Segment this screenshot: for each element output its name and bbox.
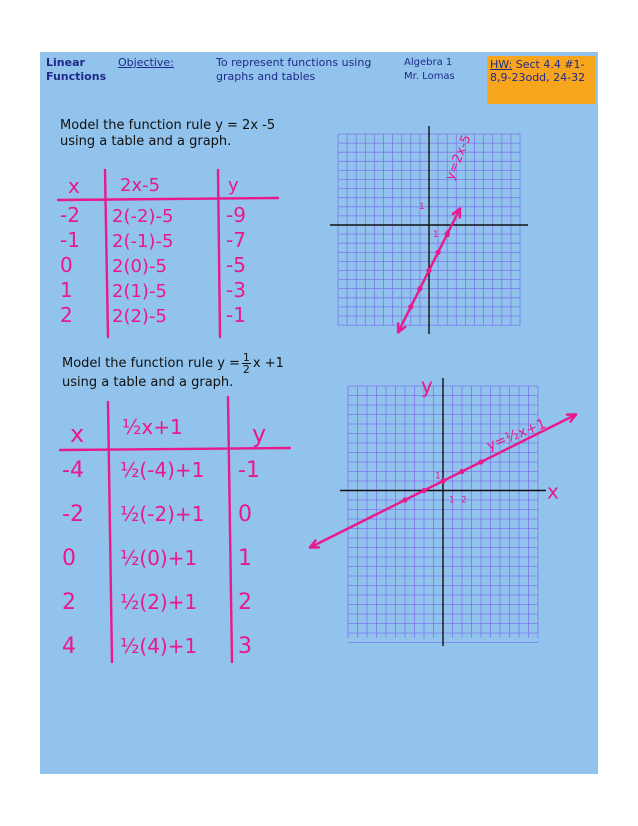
graph2-point-3 [459, 469, 464, 474]
problem2-prompt-pre: Model the function rule y = [62, 356, 240, 371]
table1-row-2-x: 0 [60, 253, 73, 277]
graph1-tick-x: 1 [433, 230, 439, 240]
table1-col-rule-1 [105, 170, 108, 337]
graph1-point-2 [426, 268, 431, 273]
graph2-line-label: y=½x+1 [484, 415, 549, 455]
table2-col-rule-1 [108, 402, 112, 662]
graph2-tick-x2: 2 [461, 495, 467, 506]
table1-row-4-y: -1 [226, 303, 246, 327]
table1-row-1-x: -1 [60, 228, 80, 252]
graph2 [310, 374, 576, 647]
table1-row-0-expr: 2(-2)-5 [112, 206, 174, 227]
objective-label: Objective: [118, 56, 174, 69]
table2-row-4-x: 4 [62, 634, 76, 659]
table2-header-rule [60, 448, 290, 450]
problem1-prompt-line1: Model the function rule y = 2x -5 [60, 118, 276, 133]
homework-text: Sect 4.4 #1-8,9-23odd, 24-32 [490, 58, 586, 84]
table1-header-rule [58, 198, 278, 200]
table1-header-expr: 2x-5 [120, 175, 161, 196]
graph2-axis-x-label: x [547, 479, 559, 504]
graph1-point-4 [408, 304, 413, 309]
fraction-numerator: 1 [242, 351, 250, 364]
table2-row-2-x: 0 [62, 546, 76, 571]
graph2-tick-y: 1 [435, 471, 441, 482]
table1-row-1-y: -7 [226, 228, 246, 252]
objective-text: To represent functions using graphs and tables [216, 56, 372, 83]
homework-label: HW: [490, 58, 513, 71]
table2-row-2-y: 1 [238, 546, 252, 571]
table1-row-4-expr: 2(2)-5 [112, 306, 167, 327]
table1-col-rule-2 [218, 170, 220, 337]
graph1 [330, 126, 528, 334]
handwriting-layer [40, 52, 598, 774]
graph2-axis-y-label: y [421, 373, 433, 398]
graph2-tick-x: 1 [449, 495, 455, 506]
table2-row-3-y: 2 [238, 590, 252, 615]
problem1-prompt-line2: using a table and a graph. [60, 134, 232, 149]
graph1-tick-y: 1 [419, 202, 425, 212]
worksheet-page [40, 52, 598, 774]
graph1-tick-x2: 2 [445, 230, 451, 240]
table2-row-1-y: 0 [238, 502, 252, 527]
graph2-point-2 [440, 478, 445, 483]
course-name: Algebra 1 [404, 57, 453, 68]
table2-header-x: x [70, 420, 85, 448]
table2-header-y: y [252, 420, 267, 448]
table2-row-1-expr: ½(-2)+1 [120, 502, 205, 526]
fraction-denominator: 2 [242, 363, 250, 376]
table1-row-0-y: -9 [226, 203, 246, 227]
table1-row-3-y: -3 [226, 278, 246, 302]
problem2-prompt-post: x +1 [252, 356, 284, 371]
topic-title: Linear Functions [46, 56, 107, 83]
table1-row-3-expr: 2(1)-5 [112, 281, 167, 302]
graph2-point-1 [421, 488, 426, 493]
table1-row-4-x: 2 [60, 303, 73, 327]
teacher-name: Mr. Lomas [404, 71, 455, 82]
table2-row-2-expr: ½(0)+1 [120, 546, 198, 570]
table2-row-0-expr: ½(-4)+1 [120, 458, 205, 482]
table1-header-x: x [68, 174, 80, 198]
problem2-prompt-line2: using a table and a graph. [62, 375, 234, 390]
graph1-line-label: y=2x-5 [442, 132, 475, 183]
table2-row-1-x: -2 [62, 502, 84, 527]
table2-row-3-x: 2 [62, 590, 76, 615]
table2-header-expr: ½x+1 [122, 415, 183, 439]
table2-row-3-expr: ½(2)+1 [120, 590, 198, 614]
table1-header-y: y [228, 175, 239, 196]
table1-row-3-x: 1 [60, 278, 73, 302]
table1-row-1-expr: 2(-1)-5 [112, 231, 174, 252]
graph2-point-0 [402, 497, 407, 502]
table1-row-2-y: -5 [226, 253, 246, 277]
table2-text [62, 415, 266, 659]
table2-row-0-x: -4 [62, 458, 84, 483]
table2-row-0-y: -1 [238, 458, 260, 483]
table2-col-rule-2 [228, 397, 232, 662]
graph1-point-1 [436, 250, 441, 255]
table2-row-4-y: 3 [238, 634, 252, 659]
graph2-point-4 [478, 459, 483, 464]
table2-row-4-expr: ½(4)+1 [120, 634, 198, 658]
table1-row-0-x: -2 [60, 203, 80, 227]
table1-row-2-expr: 2(0)-5 [112, 256, 167, 277]
graph1-point-3 [417, 286, 422, 291]
